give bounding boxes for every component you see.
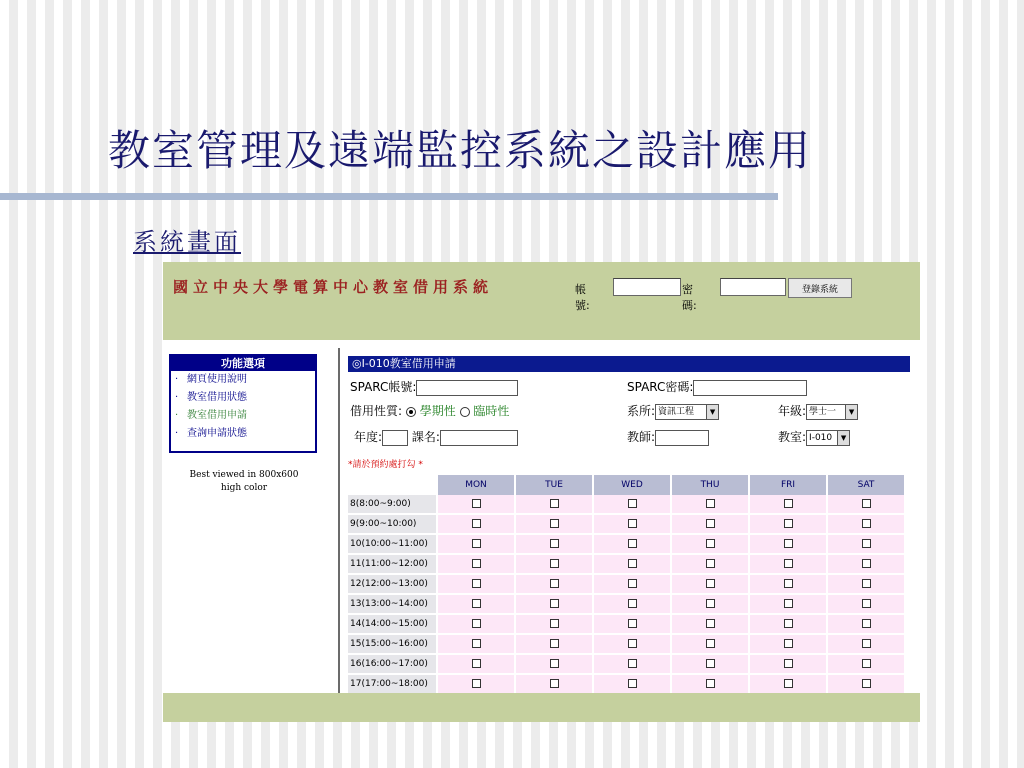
schedule-cell: [827, 554, 905, 574]
temporary-option-label: 臨時性: [473, 404, 510, 418]
slide-title: 教室管理及遠端監控系統之設計應用: [108, 126, 813, 175]
best-viewed-note: Best viewed in 800x600 high color: [189, 470, 299, 493]
schedule-cell: [749, 594, 827, 614]
schedule-cell: [515, 614, 593, 634]
reserve-checkbox[interactable]: [706, 519, 715, 528]
reserve-checkbox[interactable]: [862, 559, 871, 568]
reserve-checkbox[interactable]: [628, 619, 637, 628]
schedule-cell: [515, 495, 593, 514]
sidebar-item-help[interactable]: ‧ 網頁使用說明: [175, 374, 247, 385]
sparc-password-input[interactable]: [693, 380, 807, 396]
form-heading: ◎I-010教室借用申請: [348, 356, 910, 372]
reserve-checkbox[interactable]: [550, 579, 559, 588]
classroom-select[interactable]: I-010 ▼: [806, 430, 850, 446]
schedule-cell: [749, 554, 827, 574]
reserve-checkbox[interactable]: [706, 659, 715, 668]
bottom-banner: [163, 693, 920, 722]
schedule-cell: [749, 534, 827, 554]
teacher-label: 教師:: [627, 430, 656, 444]
schedule-cell: [749, 654, 827, 674]
day-header: FRI: [749, 475, 827, 495]
schedule-cell: [671, 534, 749, 554]
reserve-checkbox[interactable]: [706, 559, 715, 568]
radio-semester[interactable]: [406, 407, 416, 417]
day-header: WED: [593, 475, 671, 495]
reserve-checkbox[interactable]: [706, 499, 715, 508]
schedule-cell: [671, 594, 749, 614]
reserve-checkbox[interactable]: [628, 639, 637, 648]
schedule-cell: [749, 574, 827, 594]
time-slot-label: 8(8:00~9:00): [348, 495, 437, 514]
screenshot-frame: [163, 262, 920, 722]
schedule-cell: [437, 534, 515, 554]
reserve-checkbox[interactable]: [706, 639, 715, 648]
schedule-cell: [437, 514, 515, 534]
schedule-cell: [593, 554, 671, 574]
day-header: THU: [671, 475, 749, 495]
time-slot-label: 13(13:00~14:00): [348, 594, 437, 614]
schedule-cell: [671, 554, 749, 574]
sidebar-item-query[interactable]: ‧ 查詢申請狀態: [175, 428, 247, 439]
schedule-cell: [437, 634, 515, 654]
function-menu: [169, 354, 317, 453]
schedule-cell: [827, 634, 905, 654]
time-slot-label: 11(11:00~12:00): [348, 554, 437, 574]
reserve-checkbox[interactable]: [784, 599, 793, 608]
reserve-checkbox[interactable]: [784, 519, 793, 528]
day-header: TUE: [515, 475, 593, 495]
schedule-cell: [515, 514, 593, 534]
schedule-cell: [671, 634, 749, 654]
schedule-cell: [593, 654, 671, 674]
time-slot-label: 12(12:00~13:00): [348, 574, 437, 594]
reserve-checkbox[interactable]: [550, 679, 559, 688]
chevron-down-icon: ▼: [706, 405, 718, 419]
reserve-checkbox[interactable]: [862, 539, 871, 548]
department-label: 系所:: [627, 404, 656, 418]
schedule-cell: [593, 634, 671, 654]
time-slot-label: 16(16:00~17:00): [348, 654, 437, 674]
table-row: [348, 654, 905, 674]
reserve-checkbox[interactable]: [472, 639, 481, 648]
reserve-checkbox[interactable]: [706, 539, 715, 548]
schedule-cell: [515, 654, 593, 674]
reserve-checkbox[interactable]: [628, 539, 637, 548]
schedule-cell: [593, 574, 671, 594]
reserve-checkbox[interactable]: [472, 539, 481, 548]
site-title: 國立中央大學電算中心教室借用系統: [173, 278, 494, 296]
schedule-cell: [437, 594, 515, 614]
schedule-cell: [827, 495, 905, 514]
schedule-cell: [593, 534, 671, 554]
password-label: 密碼:: [682, 283, 697, 312]
schedule-cell: [749, 674, 827, 694]
sidebar-divider: [338, 348, 340, 693]
reserve-checkbox[interactable]: [550, 599, 559, 608]
schedule-table: [348, 475, 906, 695]
sparc-account-label: SPARC帳號:: [350, 380, 417, 394]
schedule-cell: [671, 574, 749, 594]
schedule-cell: [749, 614, 827, 634]
reserve-checkbox[interactable]: [784, 559, 793, 568]
reserve-checkbox[interactable]: [862, 599, 871, 608]
reserve-checkbox[interactable]: [472, 679, 481, 688]
reserve-checkbox[interactable]: [628, 519, 637, 528]
nature-label: 借用性質:: [350, 404, 403, 418]
schedule-cell: [437, 495, 515, 514]
reserve-checkbox[interactable]: [472, 619, 481, 628]
schedule-cell: [437, 574, 515, 594]
schedule-cell: [437, 554, 515, 574]
sidebar-item-apply[interactable]: ‧ 教室借用申請: [175, 410, 247, 421]
table-row: [348, 514, 905, 534]
schedule-cell: [515, 534, 593, 554]
account-label: 帳號:: [575, 283, 590, 312]
schedule-cell: [827, 534, 905, 554]
reserve-checkbox[interactable]: [862, 579, 871, 588]
reserve-checkbox[interactable]: [862, 519, 871, 528]
schedule-cell: [437, 654, 515, 674]
sparc-password-label: SPARC密碼:: [627, 380, 694, 394]
reserve-checkbox[interactable]: [550, 499, 559, 508]
reserve-checkbox[interactable]: [628, 559, 637, 568]
time-slot-label: 17(17:00~18:00): [348, 674, 437, 694]
table-row: [348, 594, 905, 614]
reserve-checkbox[interactable]: [784, 539, 793, 548]
reserve-checkbox[interactable]: [784, 639, 793, 648]
table-row: [348, 495, 905, 514]
slide-subtitle: 系統畫面: [133, 228, 241, 256]
reserve-checkbox[interactable]: [784, 579, 793, 588]
reserve-checkbox[interactable]: [706, 599, 715, 608]
reserve-checkbox[interactable]: [862, 639, 871, 648]
reserve-checkbox[interactable]: [706, 619, 715, 628]
reserve-checkbox[interactable]: [550, 619, 559, 628]
reserve-checkbox[interactable]: [862, 659, 871, 668]
title-divider: [0, 193, 778, 200]
reserve-checkbox[interactable]: [862, 619, 871, 628]
sidebar-item-status[interactable]: ‧ 教室借用狀態: [175, 392, 247, 403]
schedule-cell: [827, 594, 905, 614]
table-row: [348, 574, 905, 594]
schedule-cell: [671, 514, 749, 534]
schedule-cell: [515, 634, 593, 654]
reserve-checkbox[interactable]: [628, 679, 637, 688]
teacher-input[interactable]: [655, 430, 709, 446]
schedule-cell: [593, 594, 671, 614]
reserve-checkbox[interactable]: [706, 679, 715, 688]
grade-label: 年級:: [778, 404, 807, 418]
reserve-checkbox[interactable]: [628, 659, 637, 668]
sparc-account-input[interactable]: [416, 380, 518, 396]
schedule-cell: [515, 574, 593, 594]
time-slot-label: 15(15:00~16:00): [348, 634, 437, 654]
schedule-cell: [593, 674, 671, 694]
reserve-checkbox[interactable]: [784, 679, 793, 688]
reserve-checkbox[interactable]: [472, 519, 481, 528]
reserve-checkbox[interactable]: [472, 579, 481, 588]
schedule-cell: [827, 614, 905, 634]
reserve-checkbox[interactable]: [472, 499, 481, 508]
time-slot-label: 14(14:00~15:00): [348, 614, 437, 634]
time-slot-label: 9(9:00~10:00): [348, 514, 437, 534]
reserve-checkbox[interactable]: [862, 499, 871, 508]
reserve-checkbox[interactable]: [862, 679, 871, 688]
time-slot-label: 10(10:00~11:00): [348, 534, 437, 554]
schedule-cell: [749, 514, 827, 534]
table-row: [348, 614, 905, 634]
reserve-checkbox[interactable]: [784, 619, 793, 628]
application-form: [348, 356, 910, 470]
schedule-cell: [749, 634, 827, 654]
schedule-cell: [593, 614, 671, 634]
reserve-checkbox[interactable]: [550, 519, 559, 528]
day-header: MON: [437, 475, 515, 495]
grade-select[interactable]: 學士一 ▼: [806, 404, 858, 420]
course-label: 課名:: [411, 430, 440, 444]
schedule-cell: [671, 674, 749, 694]
semester-option-label: 學期性: [419, 404, 456, 418]
reservation-note: *請於預約處打勾 *: [348, 460, 423, 470]
reserve-checkbox[interactable]: [628, 499, 637, 508]
schedule-cell: [671, 495, 749, 514]
reserve-checkbox[interactable]: [550, 659, 559, 668]
password-input[interactable]: [720, 278, 786, 296]
reserve-checkbox[interactable]: [472, 599, 481, 608]
schedule-cell: [515, 554, 593, 574]
day-header: SAT: [827, 475, 905, 495]
login-button[interactable]: 登錄系統: [788, 278, 852, 298]
schedule-cell: [827, 674, 905, 694]
schedule-cell: [749, 495, 827, 514]
table-row: [348, 674, 905, 694]
table-row: [348, 634, 905, 654]
schedule-cell: [671, 654, 749, 674]
reserve-checkbox[interactable]: [706, 579, 715, 588]
reserve-checkbox[interactable]: [550, 559, 559, 568]
reserve-checkbox[interactable]: [550, 639, 559, 648]
chevron-down-icon: ▼: [837, 431, 849, 445]
table-row: [348, 554, 905, 574]
schedule-cell: [827, 574, 905, 594]
schedule-cell: [437, 674, 515, 694]
schedule-cell: [515, 594, 593, 614]
department-select[interactable]: 資訊工程 ▼: [655, 404, 719, 420]
schedule-cell: [827, 654, 905, 674]
schedule-cell: [515, 674, 593, 694]
reserve-checkbox[interactable]: [628, 599, 637, 608]
year-input[interactable]: [382, 430, 408, 446]
schedule-cell: [593, 514, 671, 534]
radio-temporary[interactable]: [460, 407, 470, 417]
reserve-checkbox[interactable]: [550, 539, 559, 548]
function-menu-title: 功能選項: [171, 356, 315, 371]
schedule-cell: [593, 495, 671, 514]
schedule-cell: [437, 614, 515, 634]
year-label: 年度:: [354, 430, 383, 444]
chevron-down-icon: ▼: [845, 405, 857, 419]
schedule-cell: [827, 514, 905, 534]
classroom-label: 教室:: [778, 430, 807, 444]
reserve-checkbox[interactable]: [472, 659, 481, 668]
table-corner: [348, 475, 437, 495]
reserve-checkbox[interactable]: [628, 579, 637, 588]
reserve-checkbox[interactable]: [784, 659, 793, 668]
schedule-cell: [671, 614, 749, 634]
course-input[interactable]: [440, 430, 518, 446]
reserve-checkbox[interactable]: [784, 499, 793, 508]
table-row: [348, 534, 905, 554]
top-banner: [163, 262, 920, 340]
reserve-checkbox[interactable]: [472, 559, 481, 568]
account-input[interactable]: [613, 278, 681, 296]
